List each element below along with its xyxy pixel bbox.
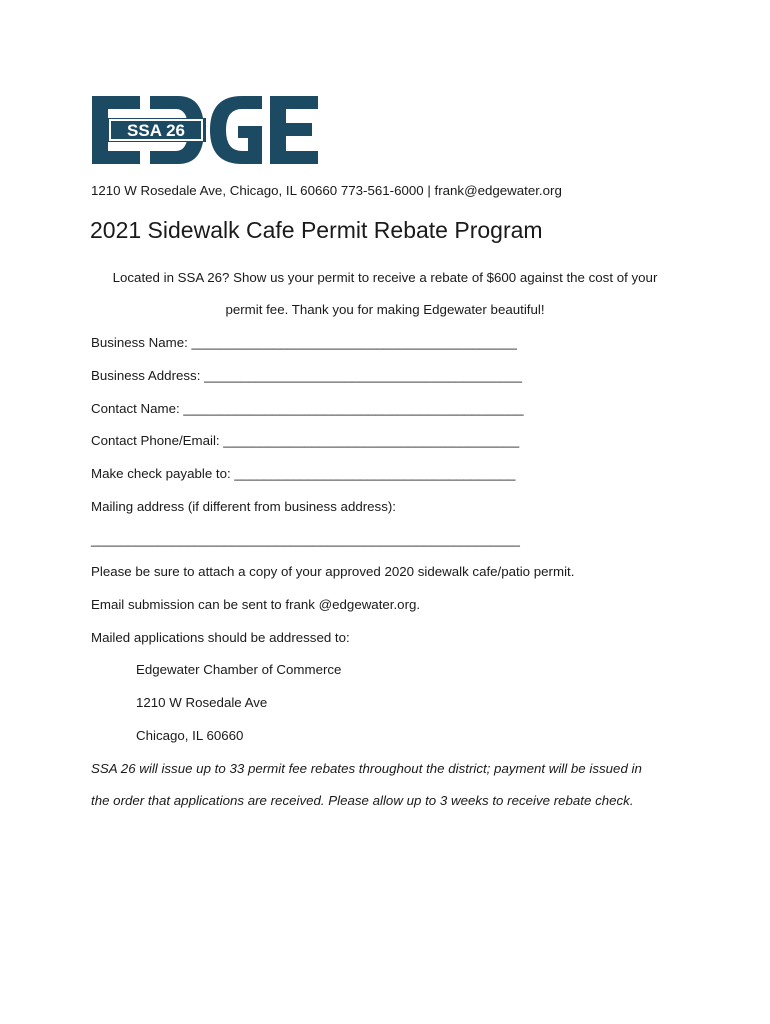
rebate-note-line-1: SSA 26 will issue up to 33 permit fee rebates throughout the district; payment will be issued in: [91, 761, 642, 776]
intro-line-2: permit fee. Thank you for making Edgewater beautiful!: [225, 302, 545, 317]
contact-phone-email-field[interactable]: Contact Phone/Email: ________________________________________: [91, 433, 520, 448]
email-submission-instruction: Email submission can be sent to frank @edgewater.org.: [91, 597, 421, 612]
attach-permit-instruction: Please be sure to attach a copy of your approved 2020 sidewalk cafe/patio permit.: [91, 564, 575, 579]
logo-letter-g: [210, 96, 262, 164]
mailing-address-field[interactable]: __________________________________________________________: [91, 532, 520, 547]
page-title: 2021 Sidewalk Cafe Permit Rebate Program: [90, 217, 543, 243]
ssa26-badge: [106, 118, 206, 142]
contact-name-field[interactable]: Contact Name: ______________________________________________: [91, 401, 524, 416]
mailing-address-line-1: Edgewater Chamber of Commerce: [136, 662, 342, 677]
edge-ssa26-logo: [92, 96, 318, 164]
contact-line: 1210 W Rosedale Ave, Chicago, IL 60660 773-561-6000 | frank@edgewater.org: [91, 183, 562, 198]
check-payable-field[interactable]: Make check payable to: ______________________________________: [91, 466, 516, 481]
intro-line-1: Located in SSA 26? Show us your permit to receive a rebate of $600 against the cost of your: [112, 270, 658, 285]
mailing-address-line-2: 1210 W Rosedale Ave: [136, 695, 268, 710]
mailing-address-label: Mailing address (if different from business address):: [91, 499, 396, 514]
badge-text: SSA 26: [127, 121, 185, 140]
rebate-note-line-2: the order that applications are received. Please allow up to 3 weeks to receive rebate check.: [91, 793, 634, 808]
mailed-applications-instruction: Mailed applications should be addressed to:: [91, 630, 350, 645]
mailing-address-line-3: Chicago, IL 60660: [136, 728, 244, 743]
business-name-field[interactable]: Business Name: ____________________________________________: [91, 335, 517, 350]
business-address-field[interactable]: Business Address: ___________________________________________: [91, 368, 523, 383]
logo-letter-e-right: [270, 96, 318, 164]
